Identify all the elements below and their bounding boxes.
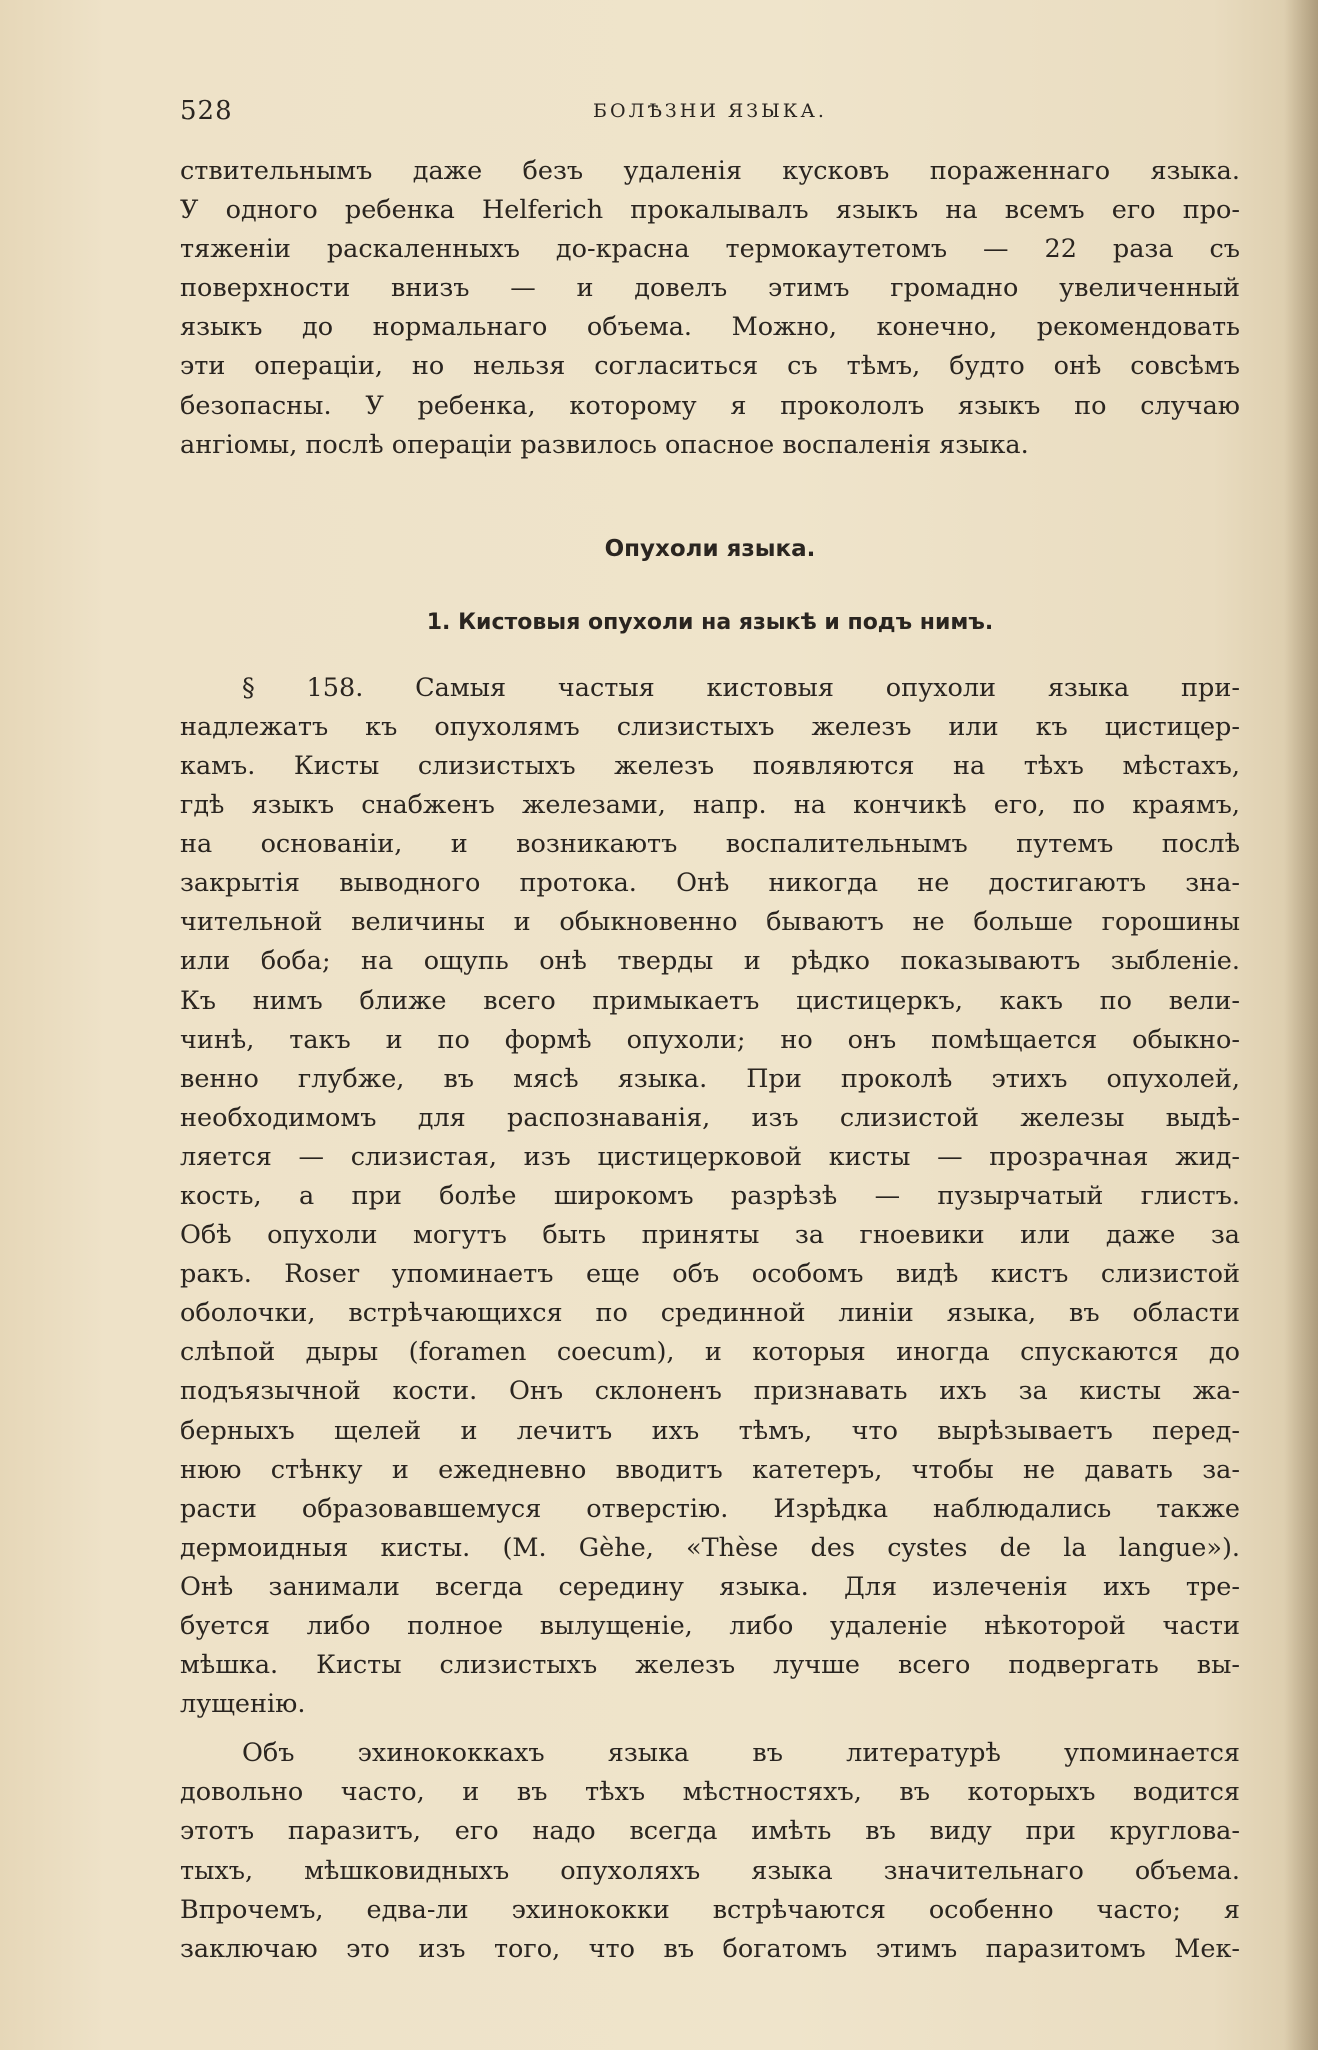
text-line: лущенію.	[180, 1689, 306, 1720]
running-head: БОЛѢЗНИ ЯЗЫКА.	[593, 100, 827, 122]
text-line: на основаніи, и возникаютъ воспалительнымъ путемъ послѣ	[180, 829, 1240, 860]
paragraph-1	[180, 152, 1240, 465]
text-line: чительной величины и обыкновенно бываютъ не больше горошины	[180, 907, 1240, 938]
text-line: чинѣ, такъ и по формѣ опухоли; но онъ помѣщается обыкно-	[180, 1024, 1240, 1055]
text-line: тыхъ, мѣшковидныхъ опухоляхъ языка значительнаго объема.	[180, 1855, 1240, 1886]
text-line: безопасны. У ребенка, которому я прокололъ языкъ по случаю	[180, 390, 1240, 421]
text-line: заключаю это изъ того, что въ богатомъ этимъ паразитомъ Мек-	[180, 1933, 1240, 1964]
text-line: камъ. Кисты слизистыхъ железъ появляются на тѣхъ мѣстахъ,	[180, 750, 1240, 781]
text-line: закрытія выводного протока. Онѣ никогда не достигаютъ зна-	[180, 868, 1240, 899]
text-line: тяженіи раскаленныхъ до-красна термокаутетомъ — 22 раза съ	[180, 234, 1240, 265]
text-block	[180, 152, 1240, 1969]
page-header	[180, 96, 1240, 136]
text-line: кость, а при болѣе широкомъ разрѣзѣ — пузырчатый глистъ.	[180, 1180, 1240, 1211]
text-line: довольно часто, и въ тѣхъ мѣстностяхъ, въ которыхъ водится	[180, 1777, 1240, 1808]
text-line: дермоидныя кисты. (M. Gèhe, «Thèse des cystes de la langue»).	[180, 1532, 1240, 1563]
text-line: ангіомы, послѣ операціи развилось опасное воспаленія языка.	[180, 429, 1029, 460]
text-line: ракъ. Roser упоминаетъ еще объ особомъ видѣ кистъ слизистой	[180, 1259, 1240, 1290]
text-line: буется либо полное вылущеніе, либо удаленіе нѣкоторой части	[180, 1611, 1240, 1641]
text-line: или боба; на ощупь онѣ тверды и рѣдко показываютъ зыбленіе.	[180, 946, 1240, 977]
text-line: Впрочемъ, едва-ли эхинококки встрѣчаются особенно часто; я	[180, 1894, 1240, 1925]
text-line: поверхности внизъ — и довелъ этимъ громадно увеличенный	[180, 273, 1240, 304]
text-line: Объ эхинококкахъ языка въ литературѣ упоминается	[242, 1738, 1240, 1769]
paragraph-3	[180, 1734, 1240, 1969]
text-line: берныхъ щелей и лечитъ ихъ тѣмъ, что вырѣзываетъ перед-	[180, 1415, 1240, 1446]
text-line: нюю стѣнку и ежедневно вводитъ катетеръ, чтобы не давать за-	[180, 1454, 1240, 1485]
text-line: надлежатъ къ опухолямъ слизистыхъ железъ или къ цистицер-	[180, 711, 1240, 742]
text-line: языкъ до нормальнаго объема. Можно, конечно, рекомендовать	[180, 312, 1240, 343]
text-line: гдѣ языкъ снабженъ железами, напр. на кончикѣ его, по краямъ,	[180, 790, 1240, 821]
text-line: этотъ паразитъ, его надо всегда имѣть въ виду при круглова-	[180, 1816, 1240, 1847]
page-edge-shadow	[1284, 0, 1318, 2050]
text-line: расти образовавшемуся отверстію. Изрѣдка наблюдались также	[180, 1493, 1240, 1524]
text-line: У одного ребенка Helferich прокалывалъ языкъ на всемъ его про-	[180, 195, 1240, 226]
section-title: Опухоли языка.	[604, 535, 816, 562]
text-line: мѣшка. Кисты слизистыхъ железъ лучше всего подвергать вы-	[180, 1650, 1240, 1681]
text-line: § 158. Самыя частыя кистовыя опухоли языка при-	[242, 672, 1240, 703]
text-line: необходимомъ для распознаванія, изъ слизистой железы выдѣ-	[180, 1102, 1240, 1133]
text-line: оболочки, встрѣчающихся по срединной линіи языка, въ области	[180, 1298, 1240, 1329]
text-line: подъязычной кости. Онъ склоненъ признавать ихъ за кисты жа-	[180, 1376, 1240, 1407]
text-line: ствительнымъ даже безъ удаленія кусковъ пораженнаго языка.	[180, 156, 1240, 186]
text-line: ляется — слизистая, изъ цистицерковой кисты — прозрачная жид-	[180, 1141, 1240, 1172]
text-line: Обѣ опухоли могутъ быть приняты за гноевики или даже за	[180, 1220, 1240, 1251]
text-line: венно глубже, въ мясѣ языка. При проколѣ этихъ опухолей,	[180, 1063, 1240, 1094]
paragraph-2	[180, 669, 1240, 1725]
text-line: слѣпой дыры (foramen coecum), и которыя иногда спускаются до	[180, 1337, 1240, 1368]
text-line: эти операціи, но нельзя согласиться съ тѣмъ, будто онѣ совсѣмъ	[180, 351, 1240, 382]
text-line: Къ нимъ ближе всего примыкаетъ цистицеркъ, какъ по вели-	[180, 985, 1240, 1016]
subsection-title: 1. Кистовыя опухоли на языкѣ и подъ нимъ.	[426, 609, 994, 635]
page-number: 528	[180, 96, 233, 126]
text-line: Онѣ занимали всегда середину языка. Для излеченія ихъ тре-	[180, 1571, 1240, 1602]
